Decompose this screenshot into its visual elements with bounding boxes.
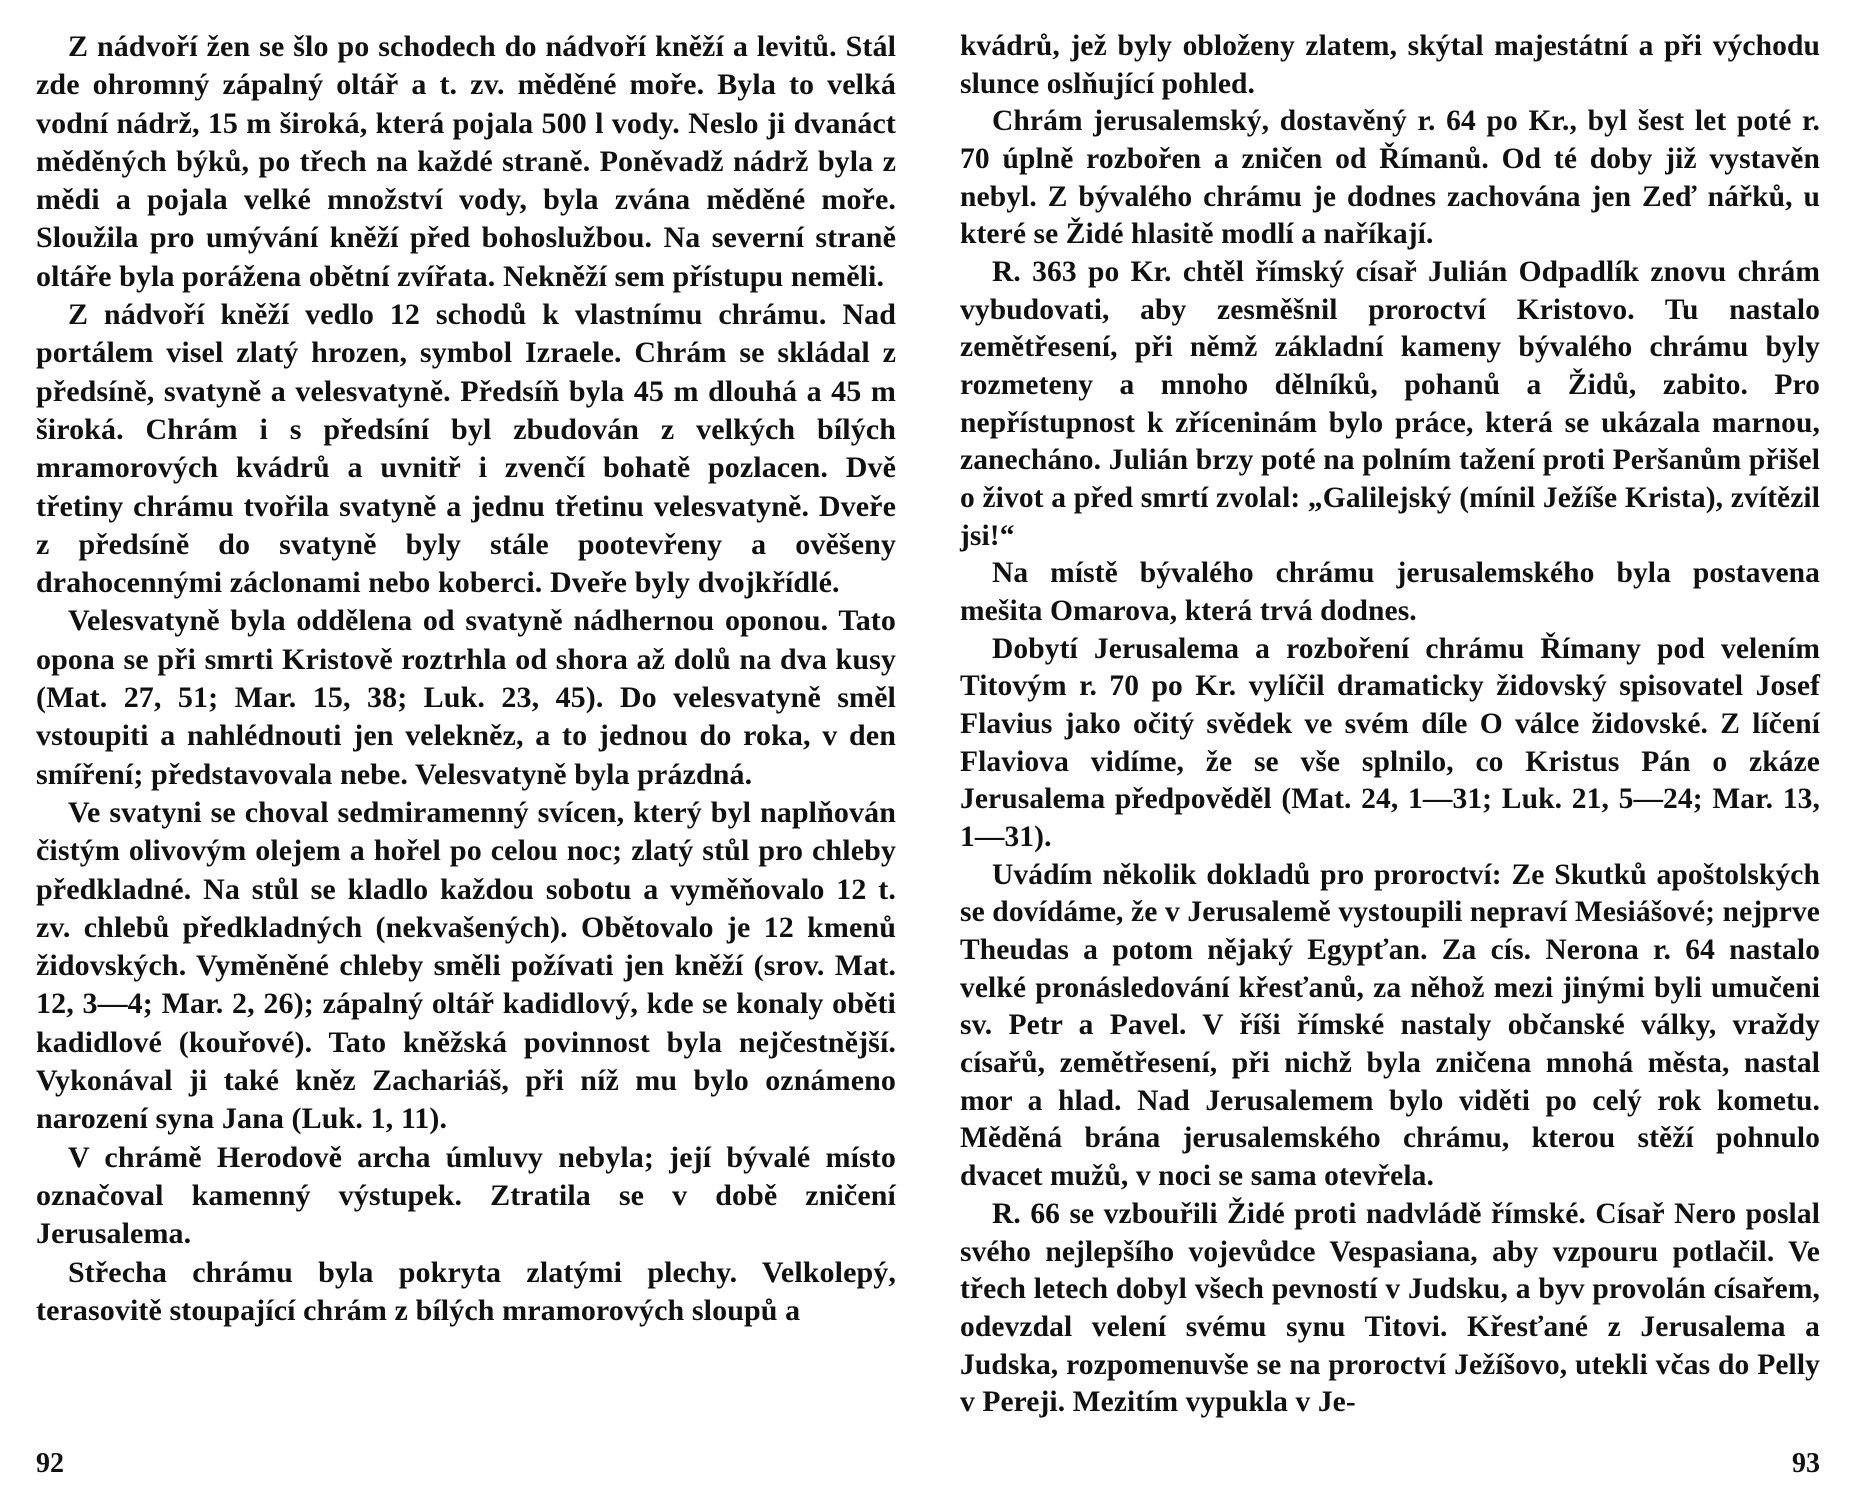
paragraph: Dobytí Jerusalema a rozboření chrámu Římany pod velením Titovým r. 70 po Kr. vylíčil dramaticky židovský spisovatel Josef Flavius jako očitý svědek ve svém díle O válce židovské. Z líčení Flaviova vidíme, že se vše splnilo, co Kristus Pán o zkáze Jerusalema předpověděl (Mat. 24, 1—31; Luk. 21, 5—24; Mar. 13, 1—31). — [960, 632, 1820, 854]
paragraph: Na místě bývalého chrámu jerusalemského byla postavena mešita Omarova, která trvá dodnes. — [960, 557, 1820, 628]
right-page — [960, 28, 1820, 1479]
right-page-text — [960, 28, 1820, 1422]
paragraph: Z nádvoří žen se šlo po schodech do nádvoří kněží a levitů. Stál zde ohromný zápalný oltář a t. zv. měděné moře. Byla to velká vodní nádrž, 15 m široká, která pojala 500 l vody. Neslo ji dvanáct měděných býků, po třech na každé straně. Poněvadž nádrž byla z mědi a pojala velké množství vody, byla zvána měděné moře. Sloužila pro umývání kněží před bohoslužbou. Na severní straně oltáře byla porážena obětní zvířata. Nekněží sem přístupu neměli. — [36, 30, 896, 293]
page-number-right: 93 — [1792, 1448, 1820, 1479]
paragraph: V chrámě Herodově archa úmluvy nebyla; její bývalé místo označoval kamenný výstupek. Ztratila se v době zničení Jerusalema. — [36, 1140, 896, 1251]
paragraph: Střecha chrámu byla pokryta zlatými plechy. Velkolepý, terasovitě stoupající chrám z bílých mramorových sloupů a — [36, 1255, 896, 1327]
paragraph: Velesvatyně byla oddělena od svatyně nádhernou oponou. Tato opona se při smrti Kristově roztrhla od shora až dolů na dva kusy (Mat. 27, 51; Mar. 15, 38; Luk. 23, 45). Do velesvatyně směl vstoupiti a nahlédnouti jen velekněz, a to jednou do roka, v den smíření; představovala nebe. Velesvatyně byla prázdná. — [36, 604, 896, 791]
paragraph: R. 363 po Kr. chtěl římský císař Julián Odpadlík znovu chrám vybudovati, aby zesměšnil proroctví Kristovo. Tu nastalo zemětřesení, při němž základní kameny bývalého chrámu byly rozmeteny a mnoho dělníků, pohanů a Židů, zabito. Pro nepřístupnost k zříceninám bylo práce, která se ukázala marnou, zanecháno. Julián brzy poté na polním tažení proti Peršanům přišel o život a před smrtí zvolal: „Galilejský (mínil Ježíše Krista), zvítězil jsi!“ — [960, 256, 1820, 552]
paragraph: Uvádím několik dokladů pro proroctví: Ze Skutků apoštolských se dovídáme, že v Jerusalemě vystoupili nepraví Mesiášové; nejprve Theudas a potom nějaký Egypťan. Za cís. Nerona r. 64 nastalo velké pronásledování křesťanů, za něhož mezi jinými byli umučeni sv. Petr a Pavel. V říši římské nastaly občanské války, vraždy císařů, zemětřesení, při nichž byla zničena mnohá města, nastal mor a hlad. Nad Jerusalemem bylo viděti po celý rok kometu. Měděná brána jerusalemského chrámu, kterou stěží pohnulo dvacet mužů, v noci se sama otevřela. — [960, 858, 1820, 1193]
paragraph: R. 66 se vzbouřili Židé proti nadvládě římské. Císař Nero poslal svého nejlepšího vojevůdce Vespasiana, aby vzpouru potlačil. Ve třech letech dobyl všech pevností v Judsku, a byv provolán císařem, odevzdal velení svému synu Titovi. Křesťané z Jerusalema a Judska, rozpomenuvše se na proroctví Ježíšovo, utekli včas do Pelly v Pereji. Mezitím vypukla v Je- — [960, 1197, 1820, 1419]
left-page — [36, 28, 896, 1479]
paragraph: Z nádvoří kněží vedlo 12 schodů k vlastnímu chrámu. Nad portálem visel zlatý hrozen, symbol Izraele. Chrám se skládal z předsíně, svatyně a velesvatyně. Předsíň byla 45 m dlouhá a 45 m široká. Chrám i s předsíní byl zbudován z velkých bílých mramorových kvádrů a uvnitř i zvenčí bohatě pozlacen. Dvě třetiny chrámu tvořila svatyně a jednu třetinu velesvatyně. Dveře z předsíně do svatyně byly stále pootevřeny a ověšeny drahocennými záclonami nebo koberci. Dveře byly dvojkřídlé. — [36, 298, 896, 600]
page-number-left: 92 — [36, 1448, 64, 1479]
paragraph: Chrám jerusalemský, dostavěný r. 64 po Kr., byl šest let poté r. 70 úplně rozbořen a zničen od Římanů. Od té doby již vystavěn nebyl. Z bývalého chrámu je dodnes zachována jen Zeď nářků, u které se Židé hlasitě modlí a naříkají. — [960, 105, 1820, 251]
paragraph: kvádrů, jež byly obloženy zlatem, skýtal majestátní a při východu slunce oslňující pohled. — [960, 30, 1820, 100]
left-page-text — [36, 28, 896, 1330]
paragraph: Ve svatyni se choval sedmiramenný svícen, který byl naplňován čistým olivovým olejem a hořel po celou noc; zlatý stůl pro chleby předkladné. Na stůl se kladlo každou sobotu a vyměňovalo 12 t. zv. chlebů předkladných (nekvašených). Obětovalo je 12 kmenů židovských. Vyměněné chleby směli požívati jen kněží (srov. Mat. 12, 3—4; Mar. 2, 26); zápalný oltář kadidlový, kde se konaly oběti kadidlové (kouřové). Tato kněžská povinnost byla nejčestnější. Vykonával ji také kněz Zachariáš, při níž mu bylo oznámeno narození syna Jana (Luk. 1, 11). — [36, 795, 896, 1136]
